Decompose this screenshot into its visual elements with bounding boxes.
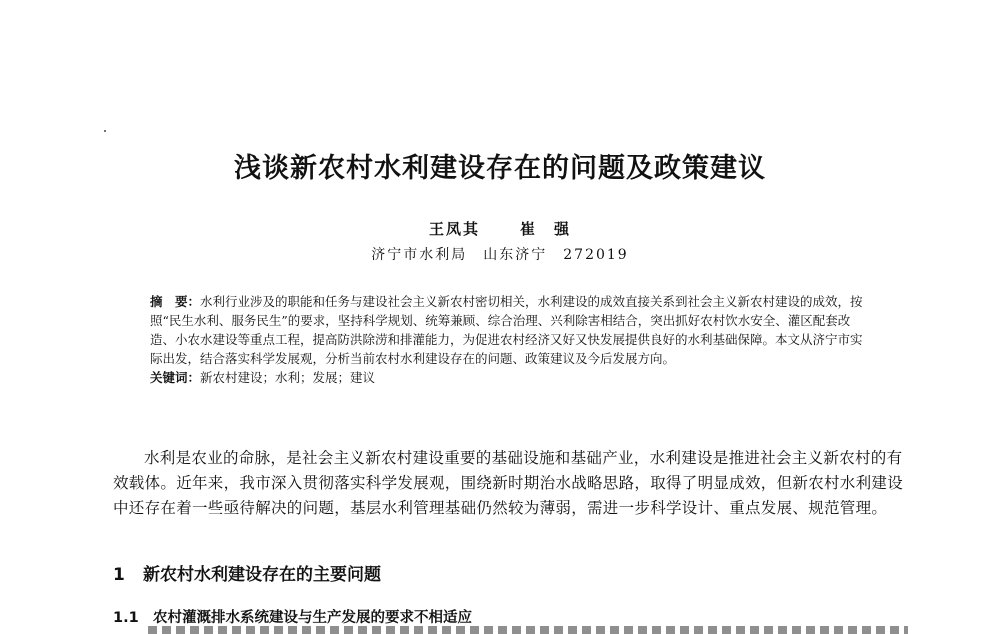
keywords-text: 新农村建设；水利；发展；建议 <box>200 370 376 385</box>
section-1-1-heading <box>113 606 472 627</box>
abstract-text: 水利行业涉及的职能和任务与建设社会主义新农村密切相关，水利建设的成效直接关系到社会主义新农村建设的成效，按照“民生水利、服务民生”的要求，坚持科学规划、统筹兼顾、综合治理、兴利除害相结合，突出抓好农村饮水安全、灌区配套改造、小农水建设等重点工程，提高防洪除涝和排灌能力，为促进农村经济又好又快发展提供良好的水利基础保障。本文从济宁市实际出发，结合落实科学发展观，分析当前农村水利建设存在的问题、政策建议及今后发展方向。 <box>150 294 863 366</box>
section-1-heading <box>113 560 381 585</box>
scan-speck <box>104 130 106 132</box>
abstract-block <box>150 292 870 387</box>
abstract <box>150 292 870 368</box>
author-line <box>0 218 1000 239</box>
author-2: 崔 强 <box>520 220 572 238</box>
intro-paragraph: 水利是农业的命脉，是社会主义新农村建设重要的基础设施和基础产业，水利建设是推进社会主义新农村的有效载体。近年来，我市深入贯彻落实科学发展观，围绕新时期治水战略思路，取得了明显成效，但新农村水利建设中还存在着一些亟待解决的问题，基层水利管理基础仍然较为薄弱，需进一步科学设计、重点发展、规范管理。 <box>113 449 904 517</box>
keywords-label: 关键词： <box>150 370 201 385</box>
cut-off-text-line <box>148 626 908 634</box>
author-1: 王凤其 <box>428 220 480 238</box>
section-1-1-title: 农村灌溉排水系统建设与生产发展的要求不相适应 <box>153 610 472 626</box>
section-1-title: 新农村水利建设存在的主要问题 <box>143 565 381 585</box>
section-1-1-number: 1.1 <box>113 610 139 626</box>
keywords <box>150 368 870 387</box>
affiliation: 济宁市水利局 山东济宁 272019 <box>371 247 629 263</box>
section-1-number: 1 <box>113 565 125 585</box>
paper-title: 浅谈新农村水利建设存在的问题及政策建议 <box>234 153 766 184</box>
abstract-label: 摘 要： <box>150 294 201 309</box>
